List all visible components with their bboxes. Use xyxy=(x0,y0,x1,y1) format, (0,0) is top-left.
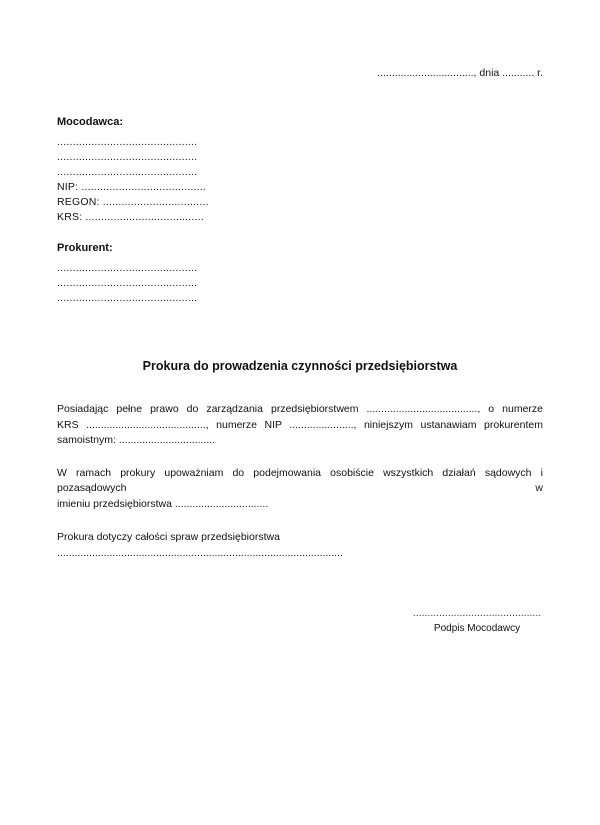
paragraph-1 xyxy=(57,402,543,449)
signature-caption: Podpis Mocodawcy xyxy=(433,623,521,634)
prokurent-label: Prokurent: xyxy=(57,242,113,254)
krs-field-line: KRS: ...................................... xyxy=(57,211,204,223)
regon-field-line: REGON: .................................. xyxy=(57,196,209,208)
paragraph-2 xyxy=(57,466,543,513)
document-title: Prokura do prowadzenia czynności przedsiębiorstwa xyxy=(142,359,458,373)
paragraph-1-line: Posiadając pełne prawo do zarządzania przedsiębiorstwem ......................................, o numerze xyxy=(57,403,543,415)
paragraph-2-line: W ramach prokury upoważniam do podejmowania osobiście wszystkich działań sądowych i pozasądowych w xyxy=(57,466,543,494)
date-line: ................................., dnia ........... r. xyxy=(377,67,543,79)
prokurent-blank-line: ............................................. xyxy=(57,262,198,274)
prokurent-blank-line: ............................................. xyxy=(57,292,198,304)
paragraph-3-dotted-line: .................................................................................................. xyxy=(57,546,343,559)
signature-block xyxy=(411,606,543,636)
mocodawca-blank-line: ............................................. xyxy=(57,166,198,178)
prokurent-section xyxy=(57,241,543,306)
paragraph-2-line: imieniu przedsiębiorstwa ................................ xyxy=(57,497,269,510)
mocodawca-label: Mocodawca: xyxy=(57,116,124,128)
paragraph-3-line: Prokura dotyczy całości spraw przedsiębiorstwa xyxy=(57,531,280,543)
prokurent-blank-line: ............................................. xyxy=(57,277,198,289)
signature-line: ............................................ xyxy=(412,607,542,619)
mocodawca-section xyxy=(57,115,543,225)
paragraph-1-line: samoistnym: ................................. xyxy=(57,434,216,446)
paragraph-3 xyxy=(57,530,543,561)
mocodawca-blank-line: ............................................. xyxy=(57,151,198,163)
mocodawca-blank-line: ............................................. xyxy=(57,136,198,148)
nip-field-line: NIP: ........................................ xyxy=(57,181,207,193)
paragraph-1-line: KRS ........................................., numerze NIP ......................, niniejszym ustanawiam prokurentem xyxy=(57,418,543,431)
